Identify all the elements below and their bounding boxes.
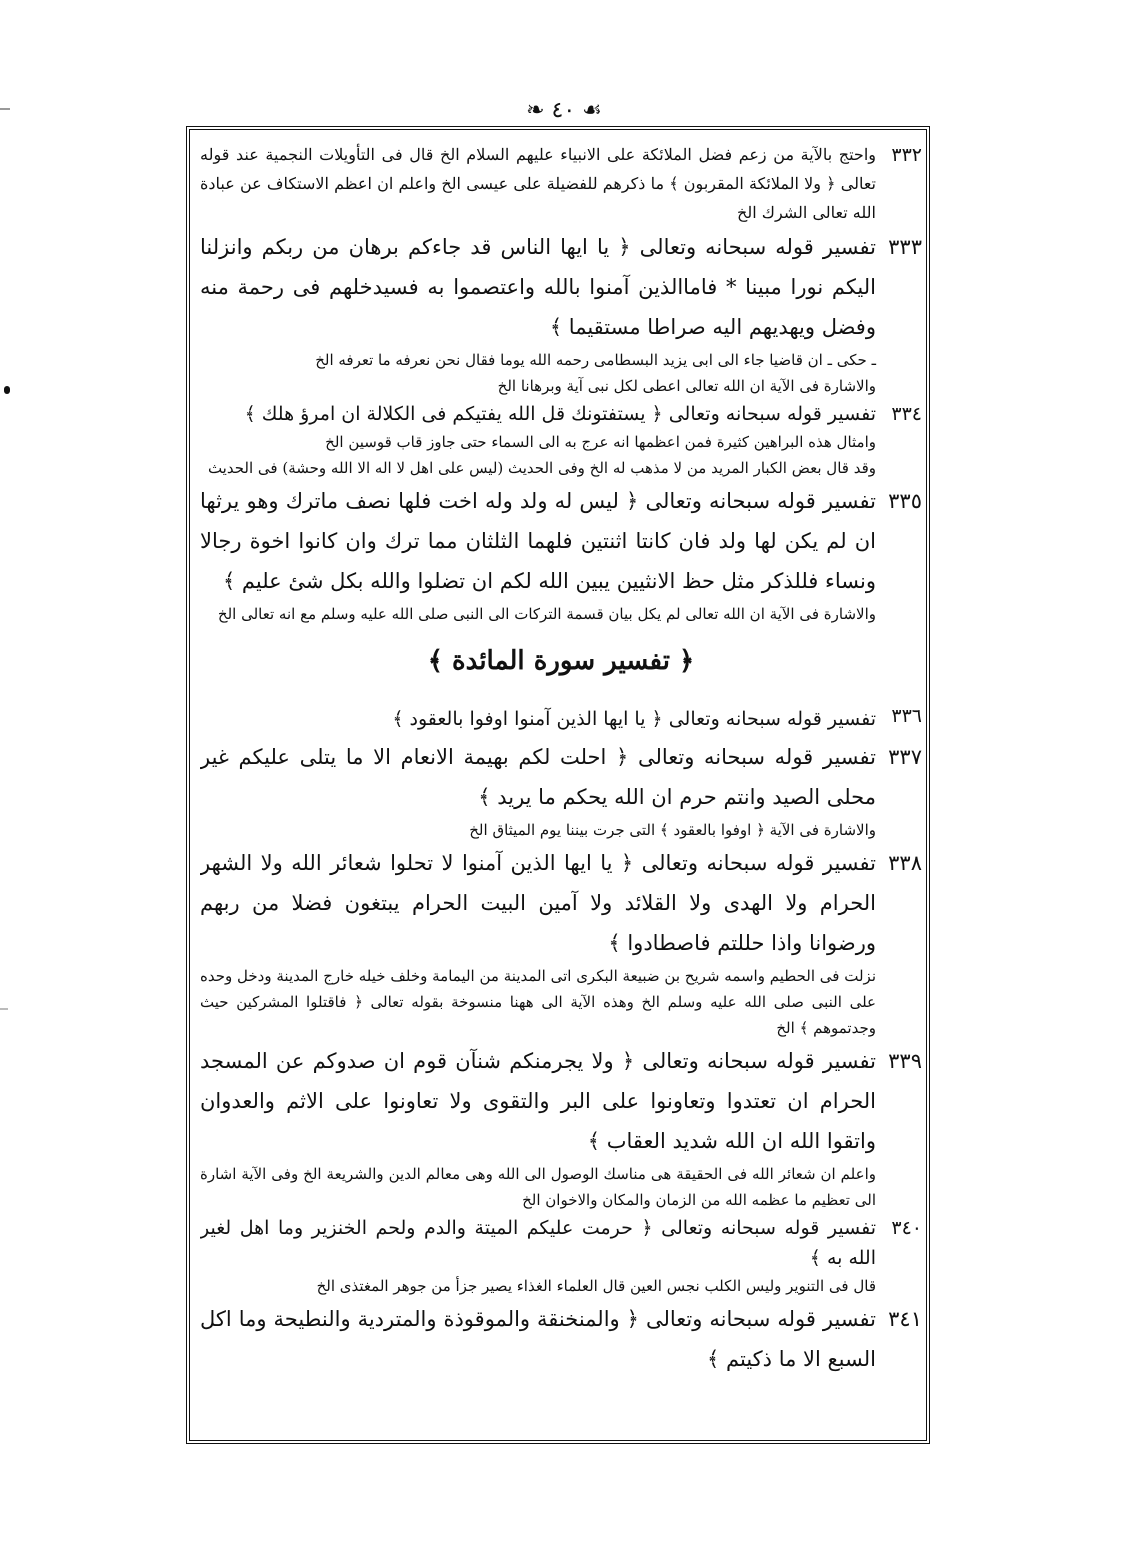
scan-mark: [0, 108, 10, 110]
scan-mark: [0, 1008, 8, 1010]
note-line: وقد قال بعض الكبار المريد من لا مذهب له الخ وفى الحديث (ليس على اهل لا اله الا الله وحشة) فى الحديث: [207, 459, 876, 477]
page-content: [200, 140, 922, 1436]
entry-332: [200, 140, 922, 227]
entry-text: تفسير قوله سبحانه وتعالى ﴿ والمنخنقة والموقوذة والمتردية والنطيحة وما اكل السبع الا ما ذكيتم ﴾: [200, 1307, 876, 1371]
entry-notes: [200, 1273, 876, 1299]
entry-text: تفسير قوله سبحانه وتعالى ﴿ احلت لكم بهيمة الانعام الا ما يتلى عليكم غير محلى الصيد وانتم حرم ان الله يحكم ما يريد ﴾: [200, 745, 876, 809]
ornament-left: ☙: [582, 98, 602, 123]
entry-text: تفسير قوله سبحانه وتعالى ﴿ يا ايها الناس قد جاءكم برهان من ربكم وانزلنا اليكم نورا مبينا * فاماالذين آمنوا بالله واعتصموا به فسيدخلهم فى رحمة منه وفضل ويهديهم اليه صراطا مستقيما ﴾: [200, 235, 876, 339]
entry-333: [200, 227, 922, 347]
entry-number: ٣٣٤: [891, 403, 922, 425]
entry-notes: [200, 1161, 876, 1213]
entry-number: ٣٣٦: [891, 705, 922, 727]
ornament-right: ❧: [526, 98, 545, 123]
entry-notes: [200, 817, 876, 843]
entry-text: تفسير قوله سبحانه وتعالى ﴿ يا ايها الذين آمنوا اوفوا بالعقود ﴾: [392, 708, 876, 730]
entry-340: [200, 1213, 922, 1273]
note-line: والاشارة فى الآية ان الله تعالى لم يكل بيان قسمة التركات الى النبى صلى الله عليه وسلم مع انه تعالى الخ: [217, 605, 876, 623]
page-number-value: ٤٠: [551, 98, 576, 123]
entry-341: [200, 1299, 922, 1379]
entry-number: ٣٤٠: [891, 1217, 922, 1239]
entry-number: ٣٤١: [888, 1307, 922, 1331]
entry-337: [200, 737, 922, 817]
page-number: [0, 98, 1128, 123]
entry-text: تفسير قوله سبحانه وتعالى ﴿ يا ايها الذين آمنوا لا تحلوا شعائر الله ولا الشهر الحرام ولا الهدى ولا القلائد ولا آمين البيت الحرام يبتغون فضلا من ربهم ورضوانا واذا حللتم فاصطادوا ﴾: [200, 851, 876, 955]
entry-339: [200, 1041, 922, 1161]
entry-notes: [200, 347, 876, 399]
entry-number: ٣٣٣: [888, 235, 922, 259]
entry-notes: [200, 601, 876, 627]
entry-334: [200, 399, 922, 429]
entry-number: ٣٣٨: [888, 851, 922, 875]
entry-number: ٣٣٢: [891, 144, 922, 166]
entry-number: ٣٣٥: [888, 489, 922, 513]
surah-heading: ﴿ تفسير سورة المائدة ﴾: [427, 646, 695, 676]
note-line: والاشارة فى الآية ان الله تعالى اعطى لكل نبى آية وبرهانا الخ: [497, 377, 876, 395]
entry-text: واحتج بالآية من زعم فضل الملائكة على الانبياء عليهم السلام الخ قال فى التأويلات النجمية عند قوله تعالى ﴿ ولا الملائكة المقربون ﴾ ما ذكرهم للفضيلة على عيسى الخ واعلم ان اعظم الاستكاف عن عبادة الله تعالى الشرك الخ: [200, 145, 877, 222]
entry-notes: [200, 963, 876, 1041]
note-line: وامثال هذه البراهين كثيرة فمن اعظمها انه عرج به الى السماء حتى جاوز قاب قوسين الخ: [325, 433, 876, 451]
entry-336: [200, 701, 922, 737]
entry-number: ٣٣٩: [888, 1049, 922, 1073]
entry-338: [200, 843, 922, 963]
entry-notes: [200, 429, 876, 481]
entry-text: تفسير قوله سبحانه وتعالى ﴿ حرمت عليكم الميتة والدم ولحم الخنزير وما اهل لغير الله به ﴾: [200, 1217, 876, 1269]
entry-text: تفسير قوله سبحانه وتعالى ﴿ ليس له ولد وله اخت فلها نصف ماترك وهو يرثها ان لم يكن لها ولد فان كانتا اثنتين فلهما الثلثان مما ترك وان كانوا اخوة رجالا ونساء فللذكر مثل حظ الانثيين يبين الله لكم ان تضلوا والله بكل شئ عليم ﴾: [200, 489, 876, 593]
note-line: قال فى التنوير وليس الكلب نجس العين قال العلماء الغذاء يصير جزأ من جوهر المغتذى الخ: [316, 1277, 876, 1295]
note-line: ـ حكى ـ ان قاضيا جاء الى ابى يزيد البسطامى رحمه الله يوما فقال نحن نعرفه ما تعرفه الخ: [315, 351, 876, 369]
note-line: والاشارة فى الآية ﴿ اوفوا بالعقود ﴾ التى جرت بيننا يوم الميثاق الخ: [469, 821, 876, 839]
note-line: واعلم ان شعائر الله فى الحقيقة هى مناسك الوصول الى الله وهى معالم الدين والشريعة الخ وفى الآية اشارة الى تعظيم ما عظمه الله من الزمان والمكان والاخوان الخ: [200, 1165, 876, 1209]
entry-number: ٣٣٧: [888, 745, 922, 769]
entry-text: تفسير قوله سبحانه وتعالى ﴿ يستفتونك قل الله يفتيكم فى الكلالة ان امرؤ هلك ﴾: [244, 403, 876, 425]
entry-text: تفسير قوله سبحانه وتعالى ﴿ ولا يجرمنكم شنآن قوم ان صدوكم عن المسجد الحرام ان تعتدوا وتعاونوا على البر والتقوى ولا تعاونوا على الاثم والعدوان واتقوا الله ان الله شديد العقاب ﴾: [200, 1049, 876, 1153]
note-line: نزلت فى الحطيم واسمه شريح بن ضبيعة البكرى اتى المدينة من اليمامة وخلف خيله خارج المدينة ودخل وحده على النبى صلى الله عليه وسلم الخ وهذه الآية الى ههنا منسوخة بقوله تعالى ﴿ فاقتلوا المشركين حيث وجدتموهم ﴾ الخ: [200, 967, 876, 1037]
scan-speck: [4, 386, 10, 394]
entry-335: [200, 481, 922, 601]
